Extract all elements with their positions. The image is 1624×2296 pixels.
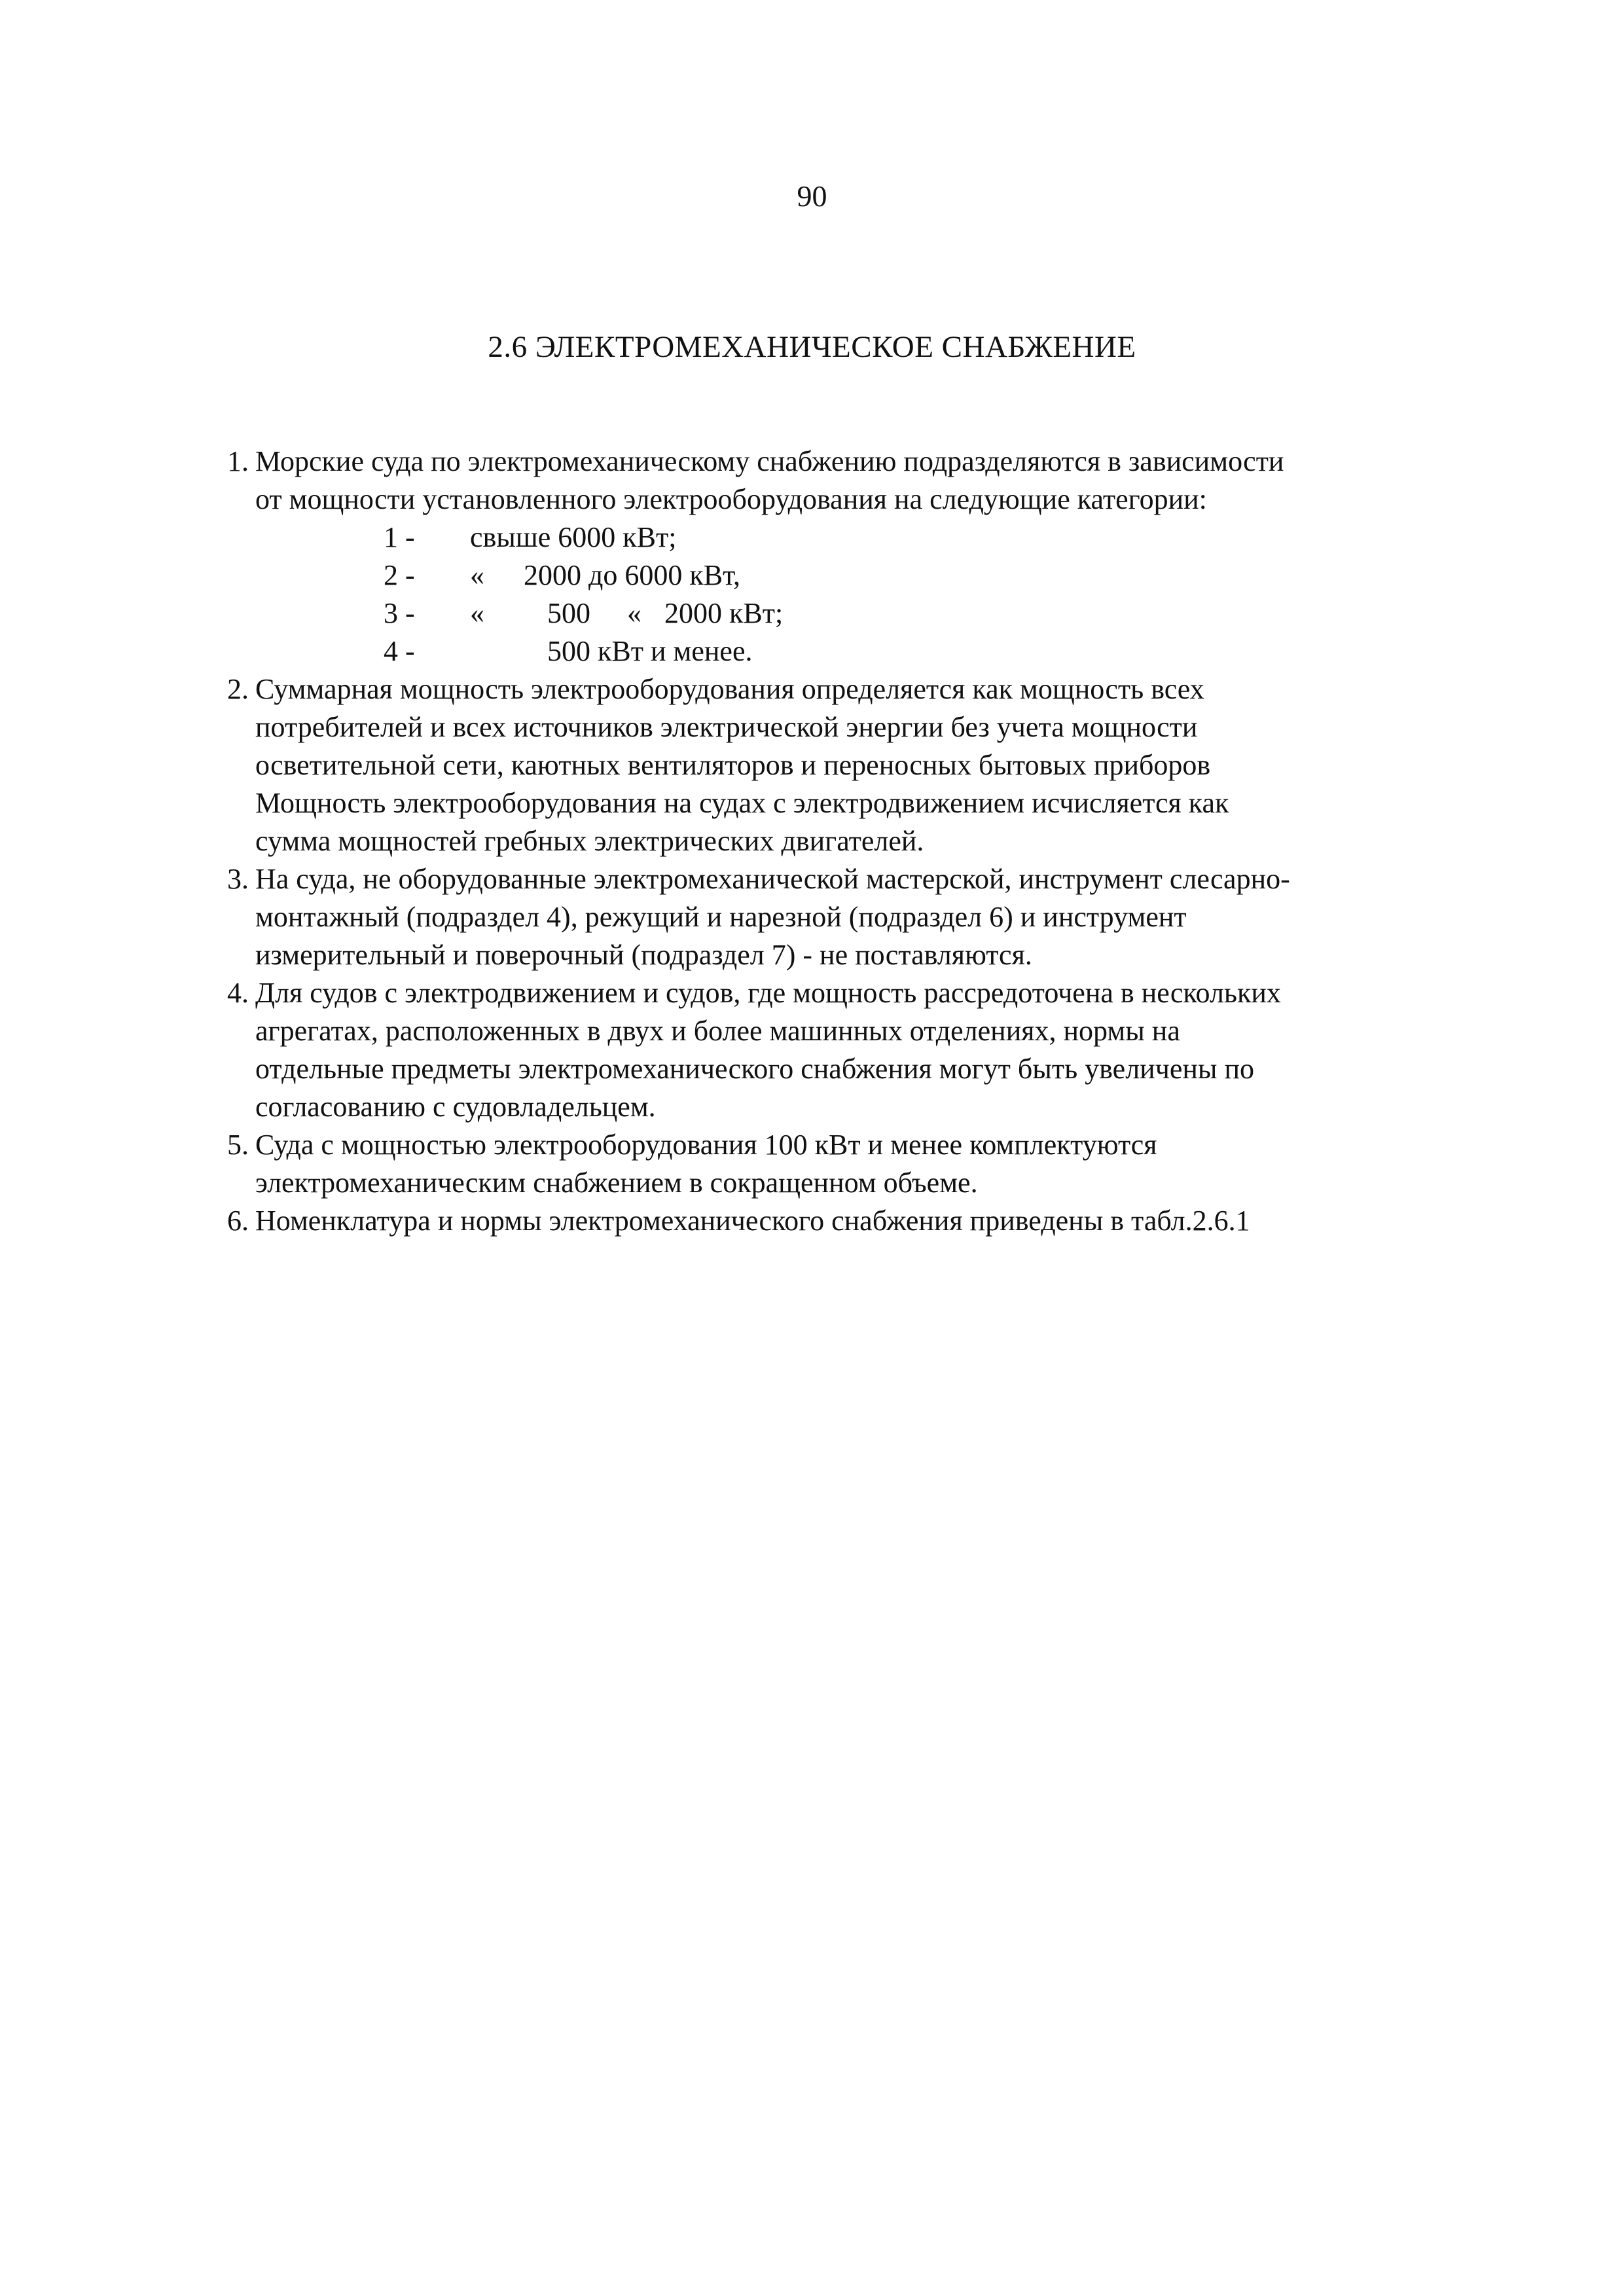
category-to-value: 2000 кВт; xyxy=(664,597,784,629)
list-item-line: измерительный и поверочный (подраздел 7) - не поставляются. xyxy=(255,939,1032,971)
list-item-line: Суда с мощностью электрооборудования 100 кВт и менее комплектуются xyxy=(255,1129,1157,1161)
list-item-line: Мощность электрооборудования на судах с электродвижением исчисляется как xyxy=(255,787,1229,819)
list-item-line: агрегатах, расположенных в двух и более машинных отделениях, нормы на xyxy=(255,1015,1180,1047)
category-text: 2000 до 6000 кВт, xyxy=(524,559,741,591)
list-item-5 xyxy=(0,1126,1624,1202)
list-item-line: согласованию с судовладельцем. xyxy=(255,1091,656,1123)
category-list xyxy=(0,519,1624,670)
list-item-line: от мощности установленного электрооборудования на следующие категории: xyxy=(255,483,1207,515)
list-item-number: 2. xyxy=(227,673,249,705)
list-item-number: 6. xyxy=(227,1205,249,1237)
section-title: 2.6 ЭЛЕКТРОМЕХАНИЧЕСКОЕ СНАБЖЕНИЕ xyxy=(488,330,1136,364)
document-body xyxy=(0,443,1624,1240)
page-number: 90 xyxy=(797,179,827,213)
category-number: 2 - xyxy=(384,559,415,591)
list-item-line: Для судов с электродвижением и судов, где мощность рассредоточена в нескольких xyxy=(255,977,1281,1009)
category-number: 1 - xyxy=(384,521,415,553)
list-item-6 xyxy=(0,1202,1624,1240)
list-item-line: Суммарная мощность электрооборудования определяется как мощность всех xyxy=(255,673,1204,705)
list-item-line: сумма мощностей гребных электрических двигателей. xyxy=(255,825,924,857)
list-item-number: 3. xyxy=(227,863,249,895)
list-item-line: потребителей и всех источников электрической энергии без учета мощности xyxy=(255,711,1198,743)
list-item-1 xyxy=(0,443,1624,519)
category-ditto-mark: « xyxy=(627,597,641,629)
category-from-value: 500 xyxy=(547,597,590,629)
list-item-2 xyxy=(0,670,1624,860)
list-item-line: электромеханическим снабжением в сокращенном объеме. xyxy=(255,1167,978,1199)
category-row-4 xyxy=(0,632,1624,670)
category-ditto-mark: « xyxy=(470,597,484,629)
list-item-line: отдельные предметы электромеханического снабжения могут быть увеличены по xyxy=(255,1053,1255,1085)
category-text: свыше 6000 кВт; xyxy=(470,521,677,553)
list-item-4 xyxy=(0,974,1624,1126)
list-item-line: монтажный (подраздел 4), режущий и нарезной (подраздел 6) и инструмент xyxy=(255,901,1187,933)
list-item-number: 5. xyxy=(227,1129,249,1161)
category-ditto-mark: « xyxy=(470,559,484,591)
category-row-1 xyxy=(0,519,1624,556)
category-number: 3 - xyxy=(384,597,415,629)
list-item-number: 4. xyxy=(227,977,249,1009)
list-item-number: 1. xyxy=(227,445,249,477)
list-item-line: На суда, не оборудованные электромеханической мастерской, инструмент слесарно- xyxy=(255,863,1290,895)
list-item-line: Номенклатура и нормы электромеханического снабжения приведены в табл.2.6.1 xyxy=(255,1205,1250,1237)
category-number: 4 - xyxy=(384,635,415,667)
category-row-2 xyxy=(0,556,1624,594)
category-row-3 xyxy=(0,594,1624,632)
list-item-3 xyxy=(0,860,1624,974)
list-item-line: осветительной сети, каютных вентиляторов и переносных бытовых приборов xyxy=(255,749,1211,781)
category-text: 500 кВт и менее. xyxy=(547,635,753,667)
list-item-line: Морские суда по электромеханическому снабжению подразделяются в зависимости xyxy=(255,445,1284,477)
